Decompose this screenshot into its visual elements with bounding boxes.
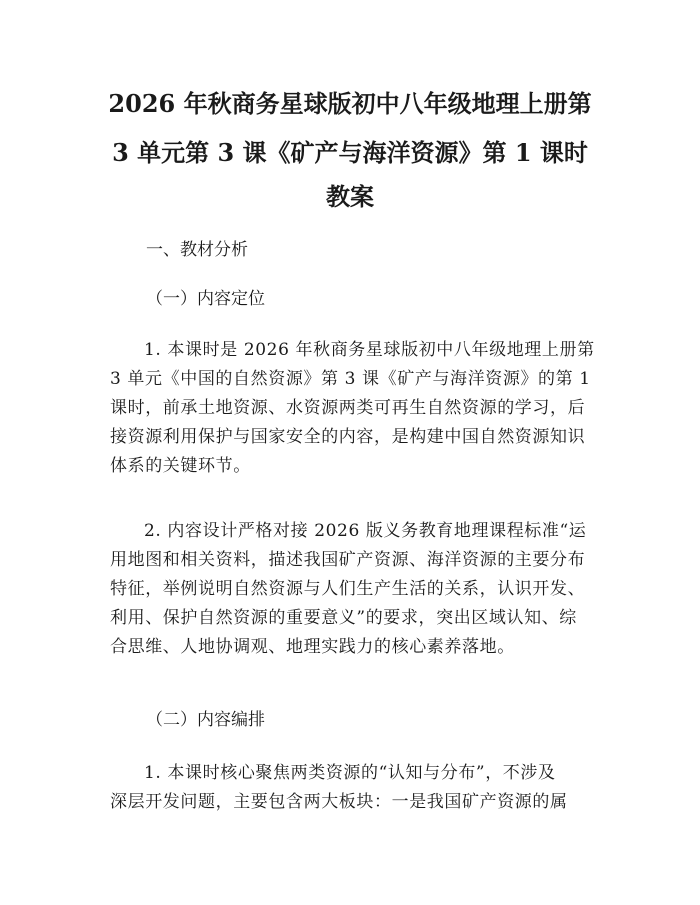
paragraph-line: 合思维、人地协调观、地理实践力的核心素养落地。 xyxy=(110,637,515,657)
paragraph-2 xyxy=(110,517,604,662)
paragraph-line: 利用、保护自然资源的重要意义”的要求，突出区域认知、综 xyxy=(110,608,577,628)
paragraph-line: 1. 本课时是 2026 年秋商务星球版初中八年级地理上册第 xyxy=(144,340,595,360)
section-heading-textbook-analysis: 一、教材分析 xyxy=(146,240,248,260)
paragraph-line: 1. 本课时核心聚焦两类资源的“认知与分布”，不涉及 xyxy=(144,763,556,783)
paragraph-line: 体系的关键环节。 xyxy=(110,456,251,476)
paragraph-line: 课时，前承土地资源、水资源两类可再生自然资源的学习，后 xyxy=(110,398,586,418)
paragraph-3 xyxy=(110,759,604,817)
paragraph-1 xyxy=(110,336,604,481)
document-title-line-3: 教案 xyxy=(326,182,374,211)
subsection-heading-content-arrangement: （二）内容编排 xyxy=(146,710,265,730)
document-title-line-1: 2026 年秋商务星球版初中八年级地理上册第 xyxy=(108,89,592,118)
paragraph-line: 2. 内容设计严格对接 2026 版义务教育地理课程标准“运 xyxy=(144,521,587,541)
paragraph-line: 接资源利用保护与国家安全的内容，是构建中国自然资源知识 xyxy=(110,427,586,447)
subsection-heading-content-positioning: （一）内容定位 xyxy=(146,289,265,309)
paragraph-line: 深层开发问题，主要包含两大板块：一是我国矿产资源的属 xyxy=(110,792,568,812)
document-title-line-2: 3 单元第 3 课《矿产与海洋资源》第 1 课时 xyxy=(112,138,588,167)
paragraph-line: 特征，举例说明自然资源与人们生产生活的关系，认识开发、 xyxy=(110,579,586,599)
paragraph-line: 用地图和相关资料，描述我国矿产资源、海洋资源的主要分布 xyxy=(110,550,586,570)
paragraph-line: 3 单元《中国的自然资源》第 3 课《矿产与海洋资源》的第 1 xyxy=(110,369,591,389)
